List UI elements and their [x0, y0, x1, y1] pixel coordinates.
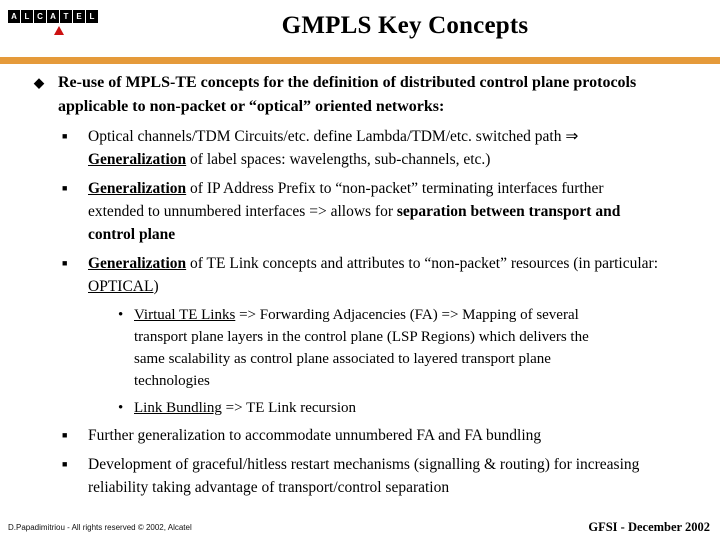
list-item — [62, 453, 696, 499]
list-item — [62, 424, 696, 447]
alcatel-logo-letter: C — [34, 10, 46, 23]
list-item — [62, 125, 696, 171]
square-bullet-icon: ■ — [62, 131, 68, 141]
list-item — [34, 71, 696, 119]
list-item — [62, 177, 696, 246]
accent-bar — [0, 57, 720, 64]
alcatel-logo-letter: L — [21, 10, 33, 23]
slide-body — [34, 71, 696, 505]
alcatel-logo-letter: A — [47, 10, 59, 23]
list-item-text: Re-use of MPLS-TE concepts for the definition of distributed control plane protocols applicable to non-packet or “optical” oriented networks: — [58, 74, 637, 115]
list-item — [118, 304, 696, 392]
list-item-text: Virtual TE Links => Forwarding Adjacencies (FA) => Mapping of several transport plane layers in the control plane (LSP Regions) which delivers the same scalability as control plane associated to layered transport plane technologies — [134, 307, 589, 389]
alcatel-logo-letter: A — [8, 10, 20, 23]
square-bullet-icon: ■ — [62, 430, 68, 440]
square-bullet-icon: ■ — [62, 258, 68, 268]
alcatel-logo-letter: T — [60, 10, 72, 23]
list-item-text: Generalization of TE Link concepts and attributes to “non-packet” resources (in particular: OPTICAL) — [88, 255, 659, 295]
dot-bullet-icon: • — [118, 400, 124, 416]
slide-header — [0, 0, 720, 56]
slide-title: GMPLS Key Concepts — [281, 12, 529, 39]
list-item-text: Generalization of IP Address Prefix to “non-packet” terminating interfaces further extended to unnumbered interfaces => allows for separation between transport and control plane — [88, 180, 621, 243]
list-item — [118, 397, 696, 419]
diamond-bullet-icon: ◆ — [34, 75, 44, 90]
list-item — [62, 252, 696, 298]
list-item-text: Development of graceful/hitless restart mechanisms (signalling & routing) for increasing reliability taking advantage of transport/control separation — [88, 456, 640, 496]
footer-date: GFSI - December 2002 — [588, 520, 710, 534]
dot-bullet-icon: • — [118, 307, 124, 323]
square-bullet-icon: ■ — [62, 459, 68, 469]
list-item-text: Further generalization to accommodate unnumbered FA and FA bundling — [88, 427, 542, 444]
footer-copyright: D.Papadimitriou - All rights reserved © 2002, Alcatel — [8, 523, 192, 532]
alcatel-logo-letter: E — [73, 10, 85, 23]
square-bullet-icon: ■ — [62, 183, 68, 193]
alcatel-logo-letter: L — [86, 10, 98, 23]
list-item-text: Link Bundling => TE Link recursion — [134, 400, 357, 416]
list-item-text: Optical channels/TDM Circuits/etc. define Lambda/TDM/etc. switched path ⇒ Generalization of label spaces: wavelengths, sub-channels, etc.) — [88, 128, 579, 168]
